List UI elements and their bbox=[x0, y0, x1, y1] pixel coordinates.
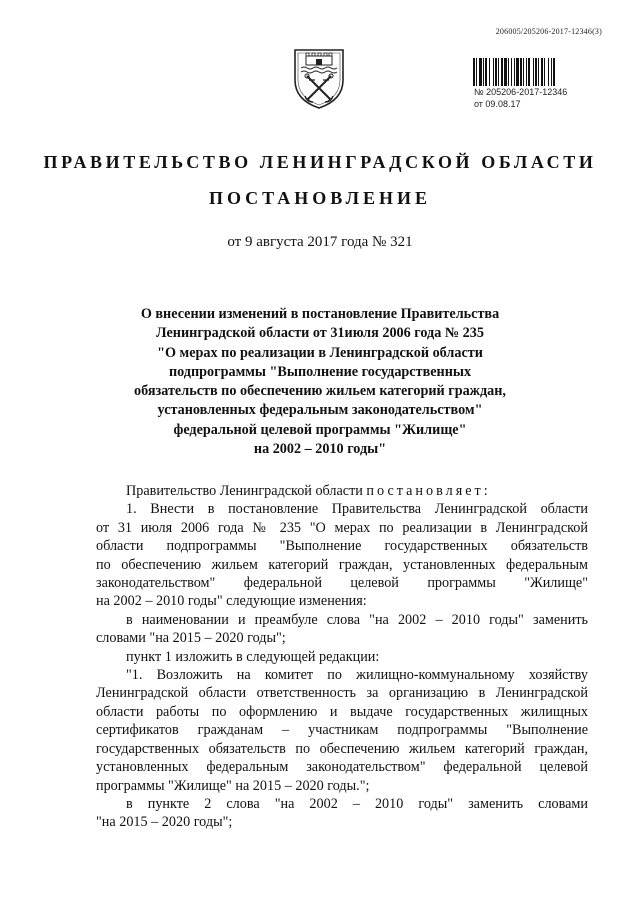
subject-line: Ленинградской области от 31июля 2006 года № 235 bbox=[156, 325, 484, 342]
body-line: области подпрограммы "Выполнение государственных обязательств bbox=[96, 538, 588, 555]
subject-line: подпрограммы "Выполнение государственных bbox=[168, 363, 472, 380]
subject-line: федеральной целевой программы "Жилище" bbox=[173, 421, 467, 438]
body-line: по обеспечению жильем категорий граждан, установленных федеральным bbox=[96, 556, 588, 573]
body-line: на 2002 – 2010 годы" следующие изменения: bbox=[96, 593, 367, 610]
body-line: пункт 1 изложить в следующей редакции: bbox=[126, 648, 380, 665]
body-line: Ленинградской области ответственность за организацию в Ленинградской bbox=[96, 685, 588, 702]
body-line: государственных обязательств по обеспечению жильем категорий граждан, bbox=[96, 740, 588, 757]
body-line: установленных федеральным законодательством" федеральной целевой bbox=[96, 759, 588, 776]
body-line: в наименовании и преамбуле слова "на 2002 – 2010 годы" заменить bbox=[126, 611, 588, 628]
body-line: в пункте 2 слова "на 2002 – 2010 годы" заменить словами bbox=[126, 795, 588, 812]
document-date: от 9 августа 2017 года № 321 bbox=[227, 234, 413, 250]
subject-line: на 2002 – 2010 годы" bbox=[253, 441, 387, 458]
body-line: законодательством" федеральной целевой программы "Жилище" bbox=[96, 575, 588, 592]
registration-code: 206005/205206-2017-12346(3) bbox=[495, 27, 602, 36]
subject-line: установленных федеральным законодательством" bbox=[157, 402, 483, 419]
document-body bbox=[96, 482, 588, 832]
registration-number: № 205206-2017-12346 bbox=[474, 87, 568, 97]
body-line: области работы по оформлению и выдаче государственных жилищных bbox=[96, 703, 588, 720]
registration-number-block bbox=[474, 86, 567, 110]
government-title: ПРАВИТЕЛЬСТВО ЛЕНИНГРАДСКОЙ ОБЛАСТИ bbox=[43, 152, 597, 172]
body-line: сертификатов гражданам – участникам подпрограммы "Выполнение bbox=[96, 722, 588, 739]
registration-date: от 09.08.17 bbox=[474, 99, 521, 109]
body-line: от 31 июля 2006 года № 235 "О мерах по реализации в Ленинградской bbox=[96, 519, 588, 536]
subject-line: "О мерах по реализации в Ленинградской области bbox=[157, 344, 483, 361]
body-line: словами "на 2015 – 2020 годы"; bbox=[96, 630, 286, 647]
document-subject bbox=[120, 305, 520, 459]
coat-of-arms-icon bbox=[289, 46, 349, 110]
subject-line: обязательств по обеспечению жильем категорий граждан, bbox=[134, 383, 506, 400]
body-line: "на 2015 – 2020 годы"; bbox=[96, 814, 233, 831]
body-line: 1. Внести в постановление Правительства Ленинградской области bbox=[126, 501, 588, 518]
document-type: ПОСТАНОВЛЕНИЕ bbox=[208, 188, 432, 208]
barcode-icon bbox=[472, 58, 600, 86]
body-line: "1. Возложить на комитет по жилищно-коммунальному хозяйству bbox=[126, 667, 588, 684]
body-line: программы "Жилище" на 2015 – 2020 годы."; bbox=[96, 777, 370, 794]
preamble-text: Правительство Ленинградской области bbox=[126, 483, 367, 499]
subject-line: О внесении изменений в постановление Правительства bbox=[140, 306, 500, 322]
preamble-line bbox=[96, 482, 588, 500]
preamble-verb: постановляет: bbox=[366, 483, 491, 499]
